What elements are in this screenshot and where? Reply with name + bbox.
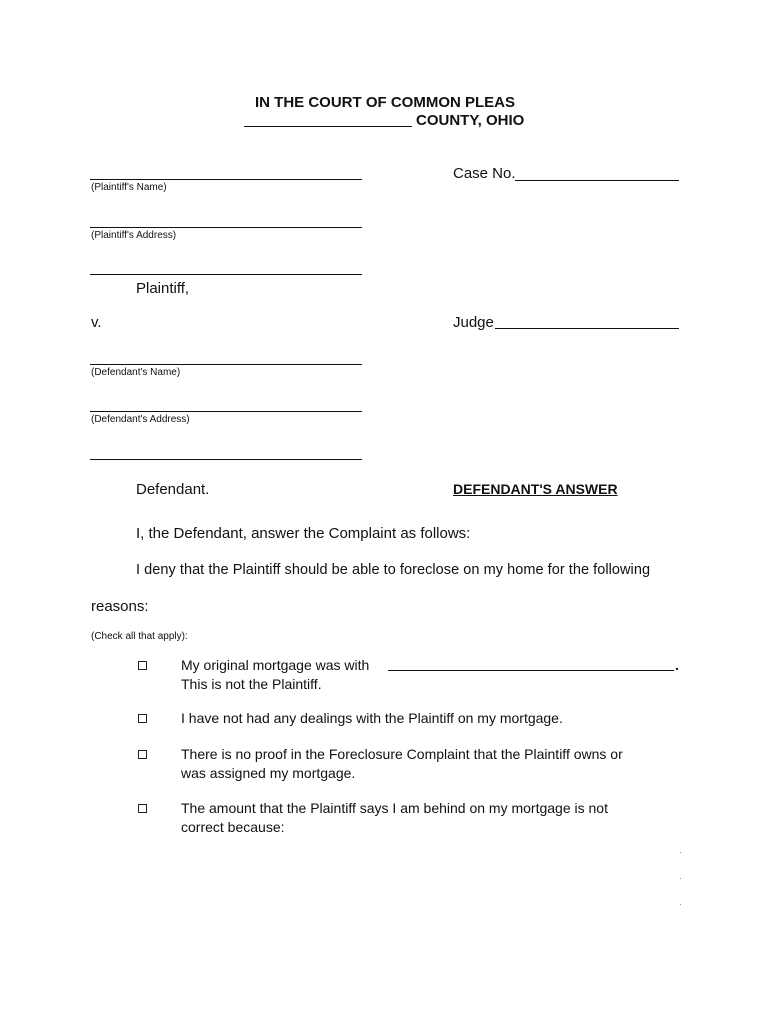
scan-mark [680,878,681,879]
scan-mark [680,904,681,905]
plaintiff-address-line-2[interactable] [90,274,362,275]
reason-1-checkbox[interactable] [138,661,147,670]
reason-2-checkbox[interactable] [138,714,147,723]
document-title: DEFENDANT'S ANSWER [453,481,618,497]
defendant-label: Defendant. [136,481,210,498]
defendant-name-hint: (Defendant's Name) [91,367,181,378]
reason-3-checkbox[interactable] [138,750,147,759]
defendant-address-line[interactable] [90,411,362,412]
reason-4-checkbox[interactable] [138,804,147,813]
reason-1-period: . [675,657,679,673]
defendant-name-line[interactable] [90,364,362,365]
reason-3-line-1: There is no proof in the Foreclosure Complaint that the Plaintiff owns or [181,746,623,762]
plaintiff-label: Plaintiff, [136,280,190,297]
plaintiff-address-hint: (Plaintiff's Address) [91,230,177,241]
reason-1-lender-line[interactable] [388,670,674,671]
case-no-line[interactable] [515,180,679,181]
reason-4-line-1: The amount that the Plaintiff says I am behind on my mortgage is not [181,800,608,816]
plaintiff-address-line[interactable] [90,227,362,228]
reason-1-line-1: My original mortgage was with [181,657,370,673]
reason-3-line-2: was assigned my mortgage. [181,765,356,781]
defendant-address-line-2[interactable] [90,459,362,460]
plaintiff-name-line[interactable] [90,179,362,180]
case-no-label: Case No. [453,165,516,182]
check-hint: (Check all that apply): [91,631,188,642]
defendant-address-hint: (Defendant's Address) [91,414,190,425]
judge-line[interactable] [495,328,679,329]
court-title: IN THE COURT OF COMMON PLEAS [255,94,515,111]
plaintiff-name-hint: (Plaintiff's Name) [91,182,167,193]
deny-text-line-1: I deny that the Plaintiff should be able to foreclose on my home for the following [136,562,651,578]
reason-4-line-2: correct because: [181,819,285,835]
judge-label: Judge [453,314,494,331]
reason-1-line-2: This is not the Plaintiff. [181,676,322,692]
scan-mark [680,852,681,853]
intro-text: I, the Defendant, answer the Complaint as follows: [136,525,471,542]
county-label: COUNTY, OHIO [416,112,525,129]
deny-text-line-2: reasons: [91,598,149,615]
reason-2-line-1: I have not had any dealings with the Plaintiff on my mortgage. [181,710,563,726]
county-blank[interactable] [244,126,412,127]
versus-label: v. [91,314,102,331]
